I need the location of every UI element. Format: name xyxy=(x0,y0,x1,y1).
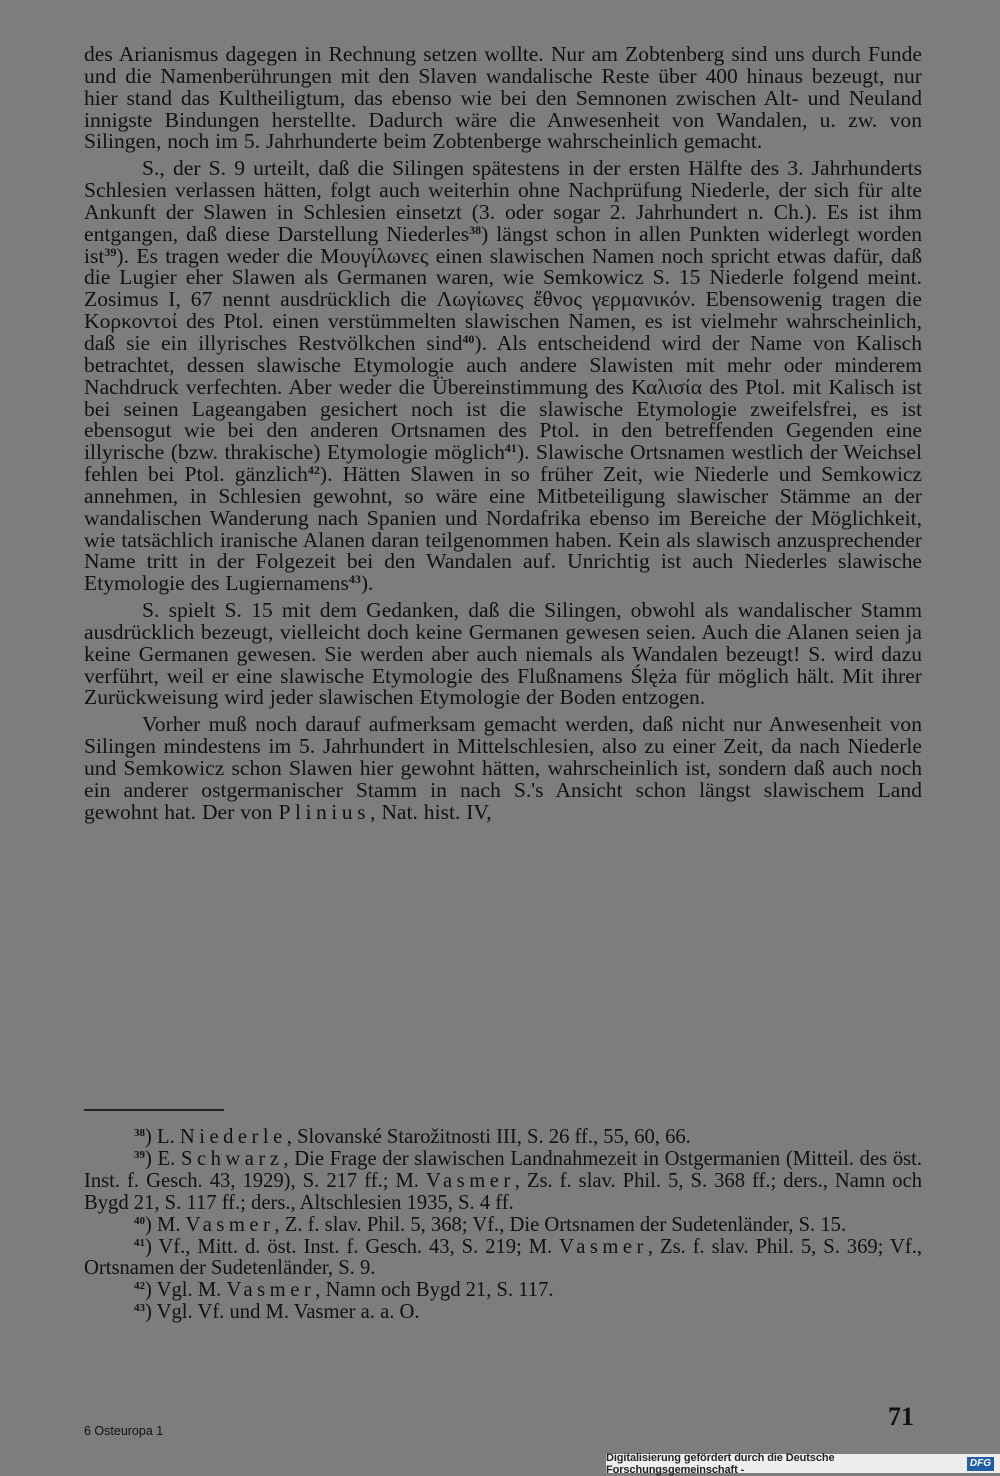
digitization-credit-bar xyxy=(606,1451,1000,1476)
footnote-number: 42 xyxy=(134,1280,145,1293)
footnote-number: 39 xyxy=(134,1148,145,1161)
text-run: , Namn och Bygd 21, S. 117. xyxy=(315,1279,554,1302)
text-run: , Zs. f. slav. Phil. 5, S. 368 ff.; ders., Namn och Bygd 21, S. 117 ff.; ders., Altschlesien 1935, S. 4 ff. xyxy=(84,1169,922,1214)
footnote-paren: ) xyxy=(145,1235,152,1258)
text-run: , Nat. hist. IV, xyxy=(370,799,492,824)
spaced-name: Niederle xyxy=(179,1126,287,1148)
text-run: ). Slawische Ortsnamen westlich der Weichsel fehlen bei Ptol. gänzlich xyxy=(84,440,922,487)
spaced-name: Vasmer xyxy=(226,1279,316,1302)
text-run: ). Es tragen weder die Μουγίλωνες einen slawischen Namen noch spricht etwas dafür, daß die Lugier eher Slawen als Germanen waren, wie Semkowicz S. 15 Niederle folgend meint. Zosimus I, 67 nennt ausdrücklich die Λωγίωνες ἔθνος γερμανικόν. Ebensowenig tragen die Κορκοντοί des Ptol. einen verstümmelten slawischen Namen, es ist vielmehr wahrscheinlich, daß sie ein illyrisches Restvölkchen sind xyxy=(84,243,922,355)
footnote xyxy=(84,1237,922,1281)
spaced-name: Schwarz xyxy=(181,1147,284,1170)
text-run: ). Als entscheidend wird der Name von Kalisch betrachtet, dessen slawische Etymologie auch andere Slawisten mit mehr oder minderem Nachdruck verfechten. Aber weder die Übereinstimmung des Καλισία des Ptol. mit Kalisch ist bei seinen Lageangaben gesichert noch ist die slawische Etymologie zweifelsfrei, es ist ebensogut wie bei den anderen Ortsnamen des Ptol. in den betreffenden Gegenden eine illyrische (bzw. thrakische) Etymologie möglich xyxy=(84,330,922,465)
text-run: Vgl. M. xyxy=(151,1279,227,1302)
footnote xyxy=(84,1127,922,1149)
paragraph xyxy=(84,44,922,153)
footnote xyxy=(84,1302,922,1324)
footnote xyxy=(84,1149,922,1215)
footnote-ref: 43 xyxy=(348,572,361,587)
text-run: ) längst schon in allen Punkten widerlegt worden ist xyxy=(84,221,922,268)
footnote-number: 38 xyxy=(134,1127,145,1139)
footnote-number: 43 xyxy=(134,1302,145,1315)
footnote-ref: 41 xyxy=(504,441,517,456)
body-text xyxy=(84,44,922,824)
printer-signature: 6 Osteuropa 1 xyxy=(84,1424,164,1438)
spaced-name: Plinius xyxy=(278,799,371,824)
paragraph xyxy=(84,158,922,595)
text-run: , Z. f. slav. Phil. 5, 368; Vf., Die Ortsnamen der Sudetenländer, S. 15. xyxy=(274,1213,847,1236)
text-run: , Zs. f. slav. Phil. 5, S. 369; Vf., Ortsnamen der Sudetenländer, S. 9. xyxy=(84,1235,922,1280)
footnote-number: 41 xyxy=(134,1236,145,1249)
footnote xyxy=(84,1215,922,1237)
footnote-number: 40 xyxy=(134,1214,145,1227)
digitization-credit: Digitalisierung gefördert durch die Deutsche Forschungsgemeinschaft - xyxy=(606,1451,835,1476)
footnote-rule xyxy=(84,1109,224,1111)
text-run: L. xyxy=(151,1126,180,1148)
footnotes xyxy=(84,1127,922,1324)
text-run: Vorher muß noch darauf aufmerksam gemacht werden, daß nicht nur Anwesenheit von Silingen mindestens im 5. Jahrhundert in Mittelschlesien, also zu einer Zeit, da nach Niederle und Semkowicz schon Slawen hier gewohnt hätten, wahrscheinlich ist, sondern daß auch noch ein anderer ostgermanischer Stamm in nach S.'s Ansicht schon längst slawischem Land gewohnt hat. Der von xyxy=(84,712,922,824)
spaced-name: Vasmer xyxy=(559,1235,648,1258)
paragraph xyxy=(84,714,922,823)
dfg-logo: DFG xyxy=(967,1457,994,1471)
footnote-paren: ) xyxy=(145,1147,152,1170)
footnote-paren: ) xyxy=(145,1213,152,1236)
footnote xyxy=(84,1280,922,1302)
text-run: S. spielt S. 15 mit dem Gedanken, daß die Silingen, obwohl als wandalischer Stamm ausdrücklich bezeugt, vielleicht doch keine Germanen gewesen seien. Auch die Alanen seien ja keine Germanen gewesen. Sie werden aber auch niemals als Wandalen bezeugt! S. wird dazu verführt, weil er eine slawische Etymologie des Flußnamens Ślęża für möglich hält. Mit ihrer Zurückweisung wird jeder slawischen Etymologie der Boden entzogen. xyxy=(84,598,922,710)
spaced-name: Vasmer xyxy=(425,1169,515,1192)
text-run: Vgl. Vf. und M. Vasmer a. a. O. xyxy=(151,1301,420,1324)
text-run: ). xyxy=(360,571,374,596)
text-run: S., der S. 9 urteilt, daß die Silingen spätestens in der ersten Hälfte des 3. Jahrhunderts Schlesien verlassen hätten, folgt auch weiterhin ohne Nachprüfung Niederle, der sich für alte Ankunft der Slawen in Schlesien einsetzt (3. oder sogar 2. Jahrhundert n. Ch.). Es ist ihm entgangen, daß diese Darstellung Niederles xyxy=(84,156,922,246)
text-run: ). Hätten Slawen in so früher Zeit, wie Niederle und Semkowicz annehmen, in Schlesien gewohnt, so wäre eine Mitbeteiligung slawischer Stämme an der wandalischen Wanderung nach Spanien und Nordafrika ebenso im Bereiche der Möglichkeit, wie tatsächlich iranische Alanen daran teilgenommen haben. Kein als slawisch anzusprechender Name tritt in der Folgezeit bei den Wandalen auf. Unrichtig ist auch Niederles slawische Etymologie des Lugiernamens xyxy=(84,462,922,596)
footnote-paren: ) xyxy=(145,1126,152,1148)
footnote-ref: 38 xyxy=(469,222,482,237)
footnote-paren: ) xyxy=(145,1279,152,1302)
text-run: des Arianismus dagegen in Rechnung setzen wollte. Nur am Zobtenberg sind uns durch Funde und die Namenberührungen mit den Slaven wandalische Reste über 400 hinaus bezeugt, nur hier stand das Kultheiligtum, das ebenso wie bei den Semnonen zwischen Alt- und Neuland innigste Bindungen herstellte. Dadurch wäre die Anwesenheit von Wandalen, u. zw. von Silingen, noch im 5. Jahrhunderte beim Zobtenberge wahrscheinlich gemacht. xyxy=(84,42,922,154)
paragraph xyxy=(84,600,922,709)
text-run: , Die Frage der slawischen Landnahmezeit in Ostgermanien (Mitteil. des öst. Inst. f. Gesch. 43, 1929), S. 217 ff.; M. xyxy=(84,1147,923,1192)
footnote-ref: 39 xyxy=(104,244,117,259)
footnote-ref: 40 xyxy=(462,331,475,346)
footnote-ref: 42 xyxy=(307,463,320,478)
spaced-name: Vasmer xyxy=(185,1213,275,1236)
text-run: Vf., Mitt. d. öst. Inst. f. Gesch. 43, S. 219; M. xyxy=(151,1235,560,1258)
footnote-paren: ) xyxy=(145,1301,152,1324)
page-number: 71 xyxy=(888,1402,914,1431)
text-run: , Slovanské Starožitnosti III, S. 26 ff., 55, 60, 66. xyxy=(286,1126,691,1148)
text-run: M. xyxy=(151,1213,186,1236)
text-run: E. xyxy=(151,1147,181,1170)
